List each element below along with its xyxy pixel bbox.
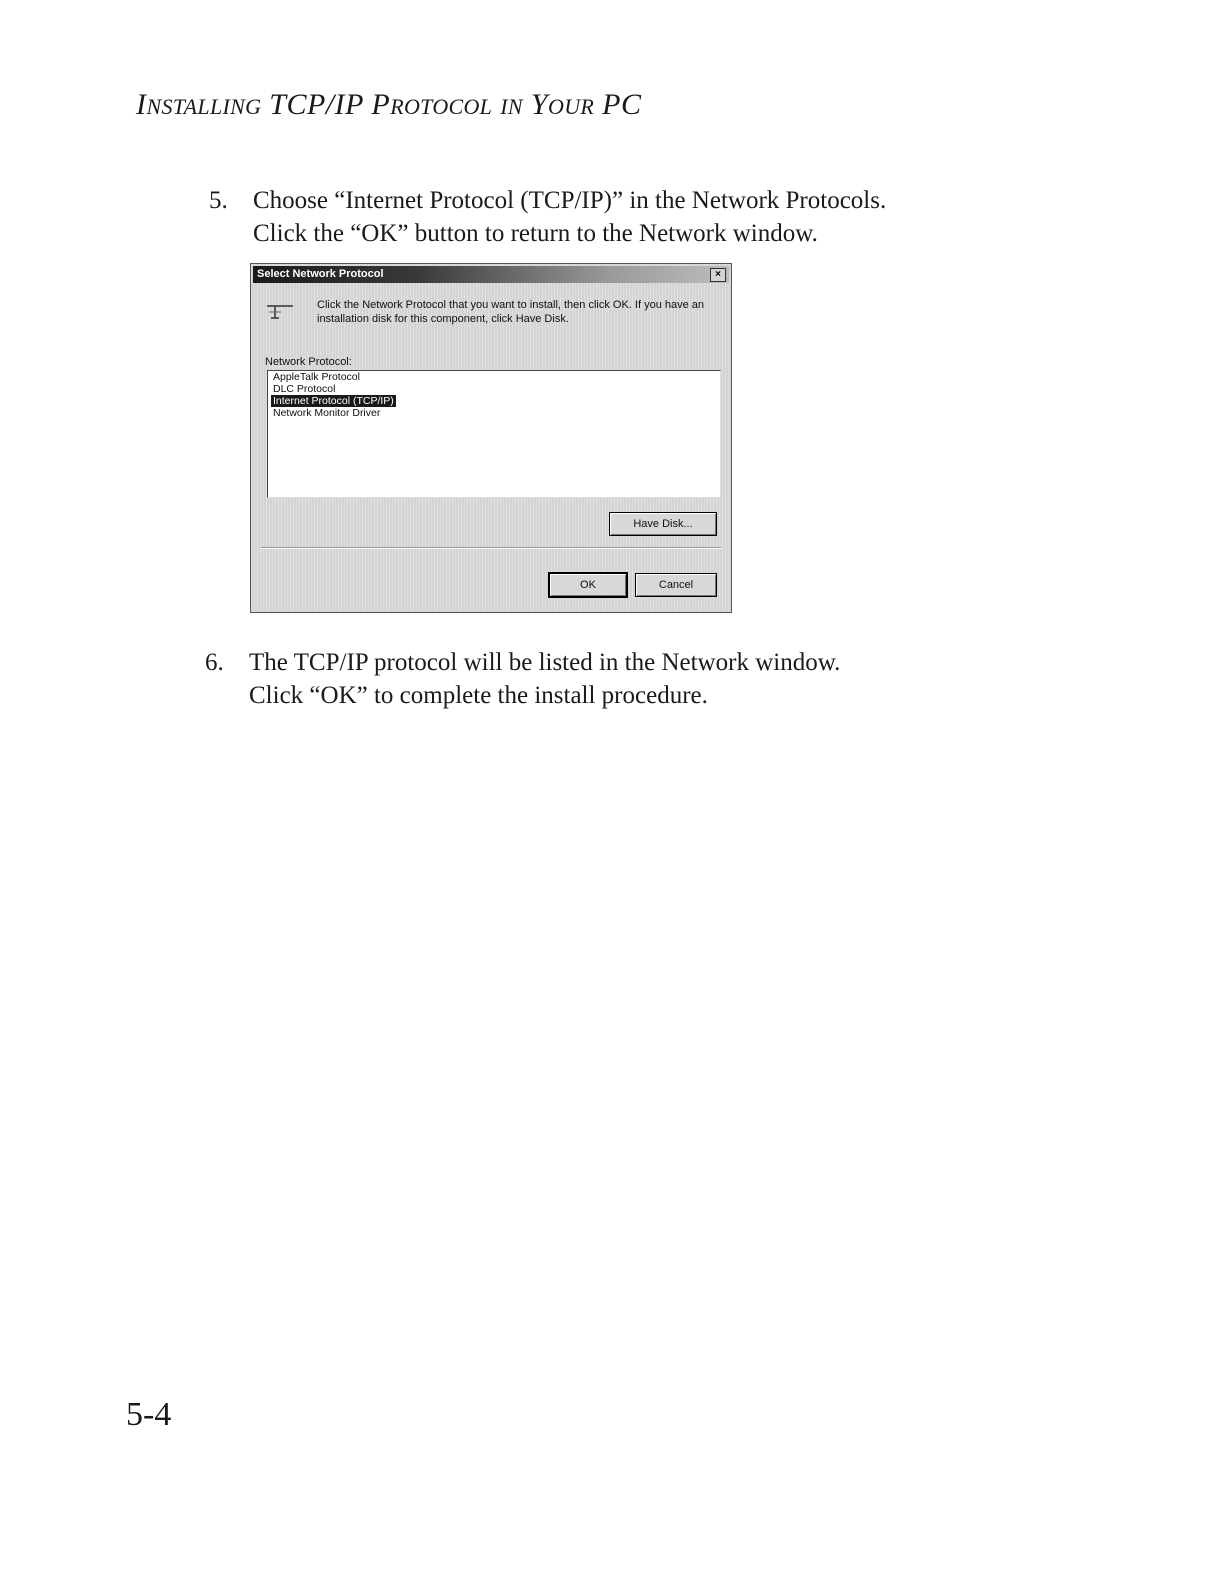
list-item-selected[interactable]: Internet Protocol (TCP/IP) [273, 395, 394, 407]
list-item[interactable]: Network Monitor Driver [273, 407, 381, 419]
step-5 [209, 184, 1053, 250]
dialog-titlebar [253, 266, 729, 283]
running-header: INSTALLING TCP/IP PROTOCOL IN YOUR PC [136, 88, 642, 121]
select-network-protocol-dialog [250, 263, 732, 613]
list-item[interactable]: DLC Protocol [273, 383, 336, 395]
step-6 [205, 646, 1049, 712]
close-icon[interactable]: × [710, 268, 726, 282]
network-protocol-label: Network Protocol: [265, 356, 352, 368]
step-text-line: The TCP/IP protocol will be listed in the Network window. [249, 649, 841, 676]
page-number: 5-4 [126, 1396, 172, 1433]
dialog-instructions: Click the Network Protocol that you want to install, then click OK. If you have an installation disk for this component, click Have Disk. [317, 299, 705, 325]
have-disk-button[interactable]: Have Disk... [609, 512, 717, 536]
step-text-line: Choose “Internet Protocol (TCP/IP)” in the Network Protocols. [253, 187, 887, 214]
cancel-button[interactable]: Cancel [635, 573, 717, 597]
ok-button[interactable]: OK [549, 573, 627, 597]
dialog-divider [261, 547, 721, 549]
list-item[interactable]: AppleTalk Protocol [273, 371, 360, 383]
step-number: 5. [209, 187, 228, 214]
step-text-line: Click the “OK” button to return to the Network window. [253, 220, 818, 247]
dialog-title: Select Network Protocol [257, 268, 384, 280]
network-protocol-list[interactable] [267, 370, 721, 498]
network-protocol-icon [265, 300, 295, 322]
step-number: 6. [205, 649, 224, 676]
step-text-line: Click “OK” to complete the install procedure. [249, 682, 708, 709]
